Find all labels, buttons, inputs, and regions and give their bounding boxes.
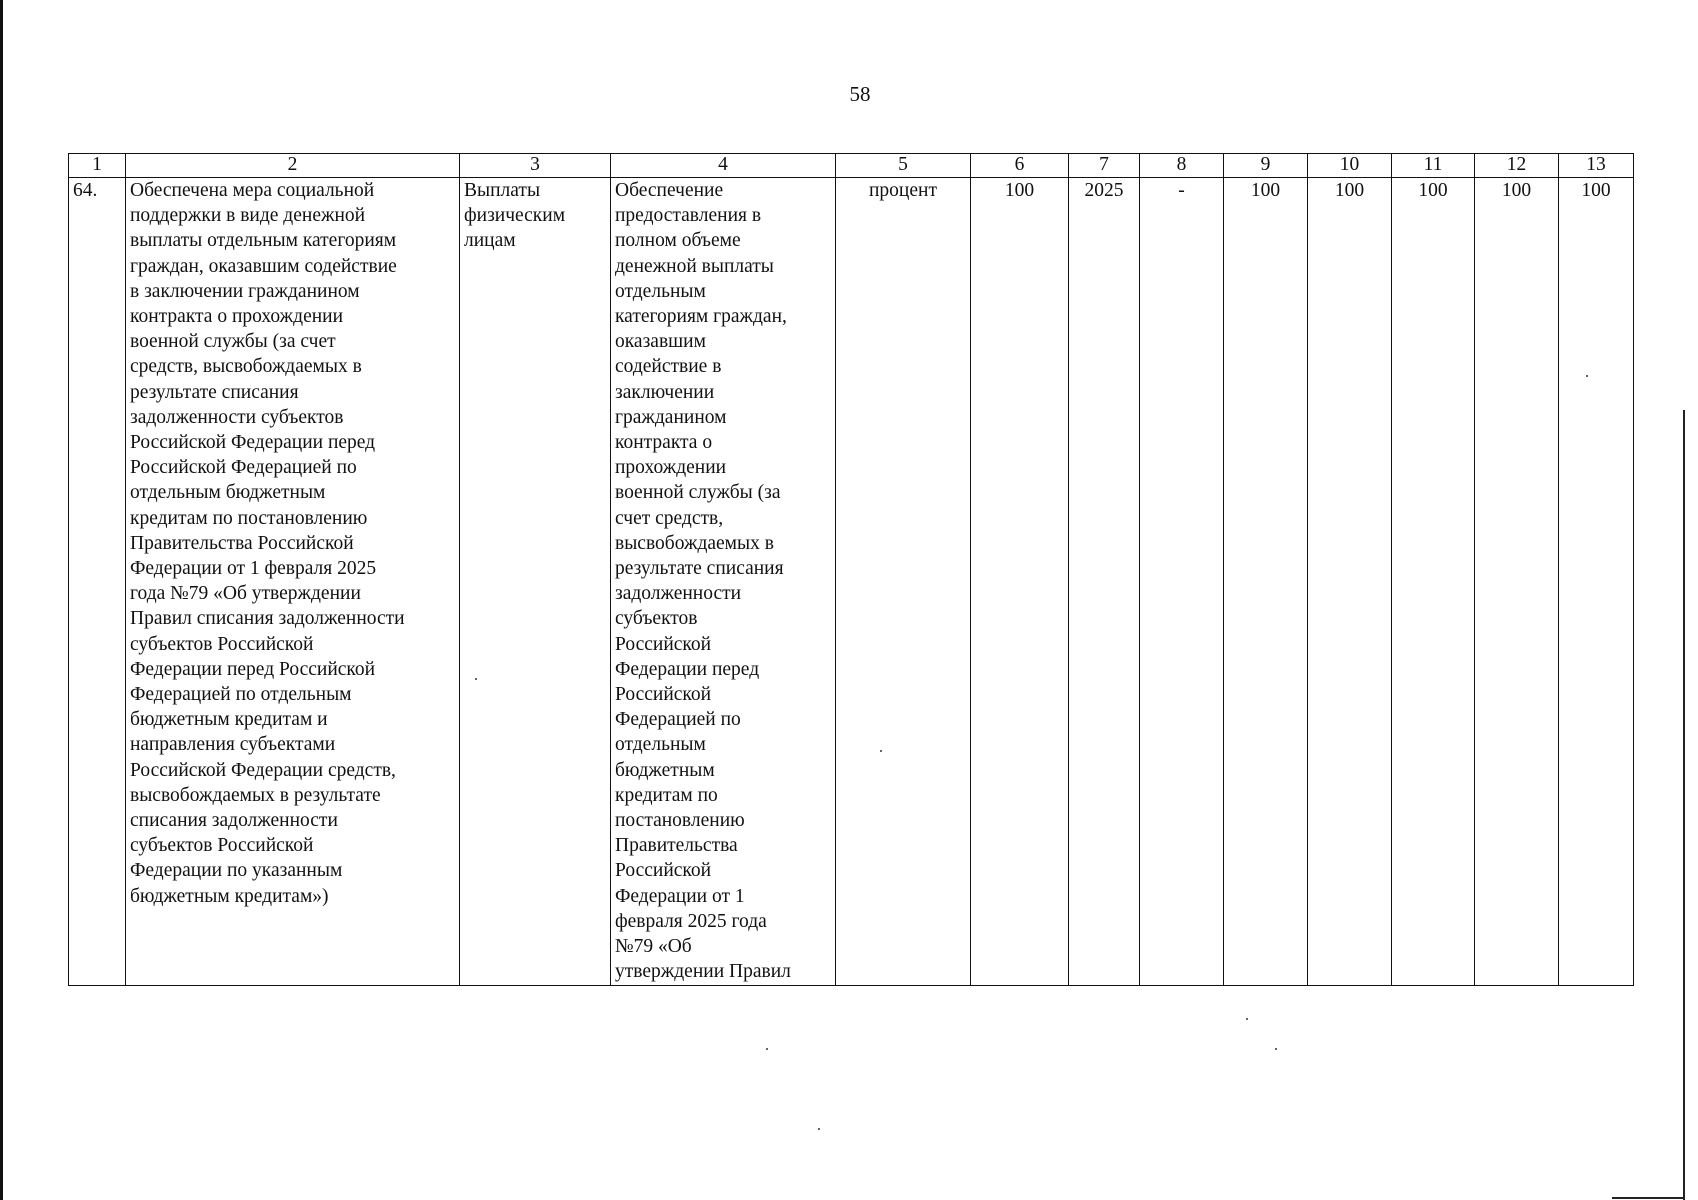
row-number: 64. xyxy=(69,178,126,986)
header-cell: 9 xyxy=(1224,154,1308,178)
header-cell: 12 xyxy=(1475,154,1559,178)
header-cell: 13 xyxy=(1559,154,1634,178)
scan-speck xyxy=(475,678,477,680)
unit-of-measure: процент xyxy=(836,178,971,986)
page-number: 58 xyxy=(849,82,871,106)
base-year: 2025 xyxy=(1069,178,1140,986)
value-col-12: 100 xyxy=(1475,178,1559,986)
scan-speck xyxy=(818,1128,820,1130)
scan-speck xyxy=(880,750,882,752)
result-type: Выплаты физическим лицам xyxy=(460,178,611,986)
header-cell: 5 xyxy=(836,154,971,178)
scan-speck xyxy=(1586,375,1588,377)
value-col-13: 100 xyxy=(1559,178,1634,986)
scan-speck xyxy=(1275,1048,1277,1050)
table-row xyxy=(69,178,1634,986)
value-col-9: 100 xyxy=(1224,178,1308,986)
header-cell: 6 xyxy=(971,154,1069,178)
scan-speck xyxy=(1246,1018,1248,1020)
header-cell: 3 xyxy=(460,154,611,178)
header-cell: 2 xyxy=(126,154,460,178)
result-description: Обеспечена мера социальной поддержки в виде денежной выплаты отдельным категориям граждан, оказавшим содействие в заключении гражданином контракта о прохождении военной службы (за счет средств, высвобождаемых в результате списания задолженности субъектов Российской Федерации перед Российской Федерацией по отдельным бюджетным кредитам по постановлению Правительства Российской Федерации от 1 февраля 2025 года №79 «Об утверждении Правил списания задолженности субъектов Российской Федерации перед Российской Федерацией по отдельным бюджетным кредитам и направления субъектами Российской Федерации средств, высвобождаемых в результате списания задолженности субъектов Российской Федерации по указанным бюджетным кредитам») xyxy=(126,178,460,986)
indicator-description: Обеспечение предоставления в полном объеме денежной выплаты отдельным категориям граждан, оказавшим содействие в заключении гражданином контракта о прохождении военной службы (за счет средств, высвобождаемых в результате списания задолженности субъектов Российской Федерации перед Российской Федерацией по отдельным бюджетным кредитам по постановлению Правительства Российской Федерации от 1 февраля 2025 года №79 «Об утверждении Правил xyxy=(611,178,836,986)
table-header-row xyxy=(69,154,1634,178)
value-col-10: 100 xyxy=(1308,178,1392,986)
value-col-8: - xyxy=(1140,178,1224,986)
data-table xyxy=(68,153,1634,986)
header-cell: 4 xyxy=(611,154,836,178)
header-cell: 10 xyxy=(1308,154,1392,178)
header-cell: 8 xyxy=(1140,154,1224,178)
value-col-11: 100 xyxy=(1392,178,1475,986)
scan-speck xyxy=(766,1048,768,1050)
header-cell: 1 xyxy=(69,154,126,178)
header-cell: 11 xyxy=(1392,154,1475,178)
scan-edge-bottom xyxy=(1612,1197,1685,1199)
base-value: 100 xyxy=(971,178,1069,986)
header-cell: 7 xyxy=(1069,154,1140,178)
scan-edge-left xyxy=(0,0,3,1200)
scan-edge-right xyxy=(1683,410,1685,1200)
